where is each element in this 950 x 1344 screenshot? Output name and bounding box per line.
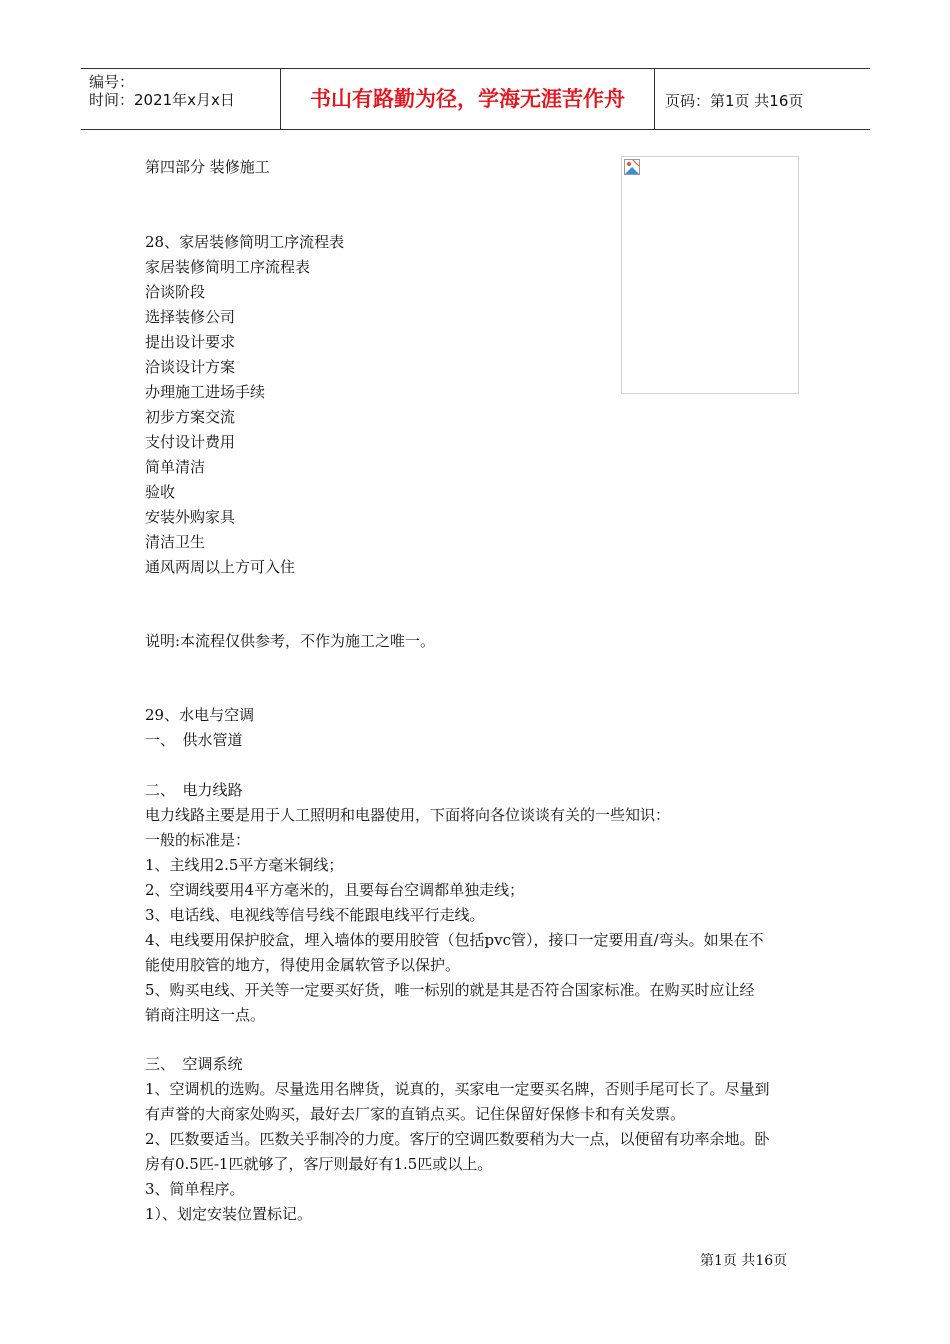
body-line: 清洁卫生 [145, 533, 206, 551]
body-line: 1）、划定安装位置标记。 [145, 1205, 313, 1223]
body-line: 4、电线要用保护胶盒，埋入墙体的要用胶管（包括pvc管），接口一定要用直/弯头。如果在不 [145, 931, 764, 949]
body-line: 一般的标准是： [145, 831, 251, 849]
document-time-label: 时间：2021年x月x日 [89, 91, 235, 109]
header-meta-cell [81, 69, 281, 129]
item-heading-29: 29、水电与空调 [145, 706, 255, 724]
subheading-water: 一、 供水管道 [145, 731, 243, 749]
page-footer: 第1页 共16页 [700, 1253, 788, 1269]
body-line: 2、空调线要用4平方毫米的，且要每台空调都单独走线； [145, 881, 525, 899]
body-line: 3、电话线、电视线等信号线不能跟电线平行走线。 [145, 906, 485, 924]
body-line: 办理施工进场手续 [145, 383, 266, 401]
body-line: 3、简单程序。 [145, 1180, 245, 1198]
body-line: 2、匹数要适当。匹数关乎制冷的力度。客厅的空调匹数要稍为大一点，以便留有功率余地。卧 [145, 1130, 770, 1148]
section-title: 第四部分 装修施工 [145, 158, 270, 176]
body-line: 销商注明这一点。 [145, 1006, 266, 1024]
note-line: 说明:本流程仅供参考，不作为施工之唯一。 [145, 632, 436, 650]
body-line: 洽谈设计方案 [145, 358, 236, 376]
body-line: 家居装修简明工序流程表 [145, 258, 311, 276]
image-placeholder [621, 156, 799, 394]
body-line: 1、主线用2.5平方毫米铜线； [145, 856, 344, 874]
item-heading-28: 28、家居装修简明工序流程表 [145, 233, 345, 251]
body-line: 房有0.5匹-1匹就够了，客厅则最好有1.5匹或以上。 [145, 1155, 493, 1173]
body-line: 5、购买电线、开关等一定要买好货，唯一标别的就是其是否符合国家标准。在购买时应让经 [145, 981, 755, 999]
body-line: 选择装修公司 [145, 308, 236, 326]
header-page-cell [655, 69, 870, 129]
body-line: 洽谈阶段 [145, 283, 206, 301]
body-line: 有声誉的大商家处购买，最好去厂家的直销点买。记住保留好保修卡和有关发票。 [145, 1105, 686, 1123]
subheading-electric: 二、 电力线路 [145, 781, 243, 799]
body-line: 验收 [145, 483, 176, 501]
broken-image-icon [624, 159, 640, 175]
document-number-label: 编号： [89, 73, 135, 91]
body-line: 通风两周以上方可入住 [145, 558, 296, 576]
body-line: 安装外购家具 [145, 508, 236, 526]
body-line: 1、空调机的选购。尽量选用名牌货，说真的，买家电一定要买名牌，否则手尾可长了。尽量到 [145, 1080, 770, 1098]
header-motto: 书山有路勤为径，学海无涯苦作舟 [310, 87, 625, 111]
header-motto-cell [281, 69, 655, 129]
body-line: 提出设计要求 [145, 333, 236, 351]
body-line: 电力线路主要是用于人工照明和电器使用，下面将向各位谈谈有关的一些知识： [145, 806, 671, 824]
body-line: 简单清洁 [145, 458, 206, 476]
header-page-number: 页码：第1页 共16页 [665, 92, 804, 110]
page-header [81, 68, 870, 130]
body-line: 支付设计费用 [145, 433, 236, 451]
subheading-aircon: 三、 空调系统 [145, 1055, 243, 1073]
body-line: 初步方案交流 [145, 408, 236, 426]
body-line: 能使用胶管的地方，得使用金属软管予以保护。 [145, 956, 461, 974]
